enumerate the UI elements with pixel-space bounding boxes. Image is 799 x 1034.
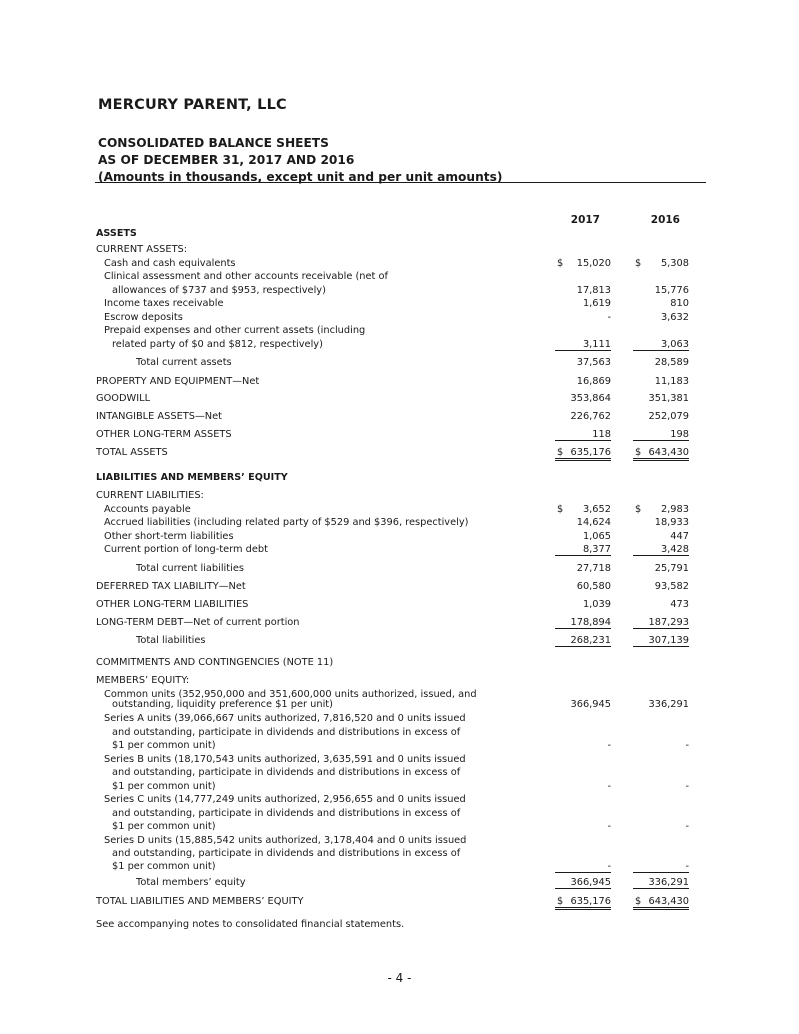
value-2017: 1,065 (582, 531, 611, 542)
currency-symbol: $ (635, 896, 642, 907)
value-2016: 473 (670, 599, 689, 610)
row-label: $1 per common unit) (112, 781, 216, 792)
value-2016: 351,381 (648, 393, 689, 404)
value-2016: 28,589 (654, 357, 689, 368)
value-2017: 1,619 (582, 298, 611, 309)
row-label: Total current assets (136, 357, 232, 368)
row-label: and outstanding, participate in dividends and distributions in excess of (112, 848, 461, 859)
row-label: COMMITMENTS AND CONTINGENCIES (NOTE 11) (96, 657, 334, 668)
row-label: Prepaid expenses and other current assets (including (104, 325, 366, 336)
value-2016: 643,430 (633, 896, 689, 910)
value-2017: - (607, 312, 611, 323)
value-2017: 353,864 (570, 393, 611, 404)
row-label: Total current liabilities (136, 563, 244, 574)
value-2016: 93,582 (654, 581, 689, 592)
value-2016: 198 (633, 429, 689, 441)
value-2017: 17,813 (576, 285, 611, 296)
row-label: Series C units (14,777,249 units authorized, 2,956,655 and 0 units issued (104, 794, 466, 805)
section-heading: LIABILITIES AND MEMBERS’ EQUITY (96, 472, 288, 483)
value-2016: - (685, 781, 689, 792)
currency-symbol: $ (635, 447, 642, 458)
value-2017: 3,111 (555, 339, 611, 351)
row-label: GOODWILL (96, 393, 151, 404)
value-2016: 252,079 (648, 411, 689, 422)
row-label: Clinical assessment and other accounts receivable (net of (104, 271, 388, 282)
row-label: MEMBERS’ EQUITY: (96, 675, 190, 686)
value-2017: 3,652 (582, 504, 611, 515)
row-label: related party of $0 and $812, respectively) (112, 339, 323, 350)
row-label: Current portion of long-term debt (104, 544, 268, 555)
value-2016: 187,293 (633, 617, 689, 629)
value-2017: - (607, 740, 611, 751)
value-2016: 810 (670, 298, 689, 309)
footnote: See accompanying notes to consolidated financial statements. (96, 919, 405, 930)
value-2017: - (555, 861, 611, 873)
row-label: outstanding, liquidity preference $1 per unit) (112, 699, 333, 710)
value-2016: 5,308 (660, 258, 689, 269)
row-label: $1 per common unit) (112, 740, 216, 751)
value-2016: - (685, 821, 689, 832)
currency-symbol: $ (635, 258, 642, 269)
currency-symbol: $ (557, 504, 564, 515)
value-2017: 268,231 (555, 635, 611, 647)
row-label: Series B units (18,170,543 units authorized, 3,635,591 and 0 units issued (104, 754, 466, 765)
column-header-2016: 2016 (650, 214, 680, 226)
value-2017: 8,377 (555, 544, 611, 556)
statement-title: CONSOLIDATED BALANCE SHEETS (98, 136, 329, 150)
value-2017: 37,563 (576, 357, 611, 368)
value-2017: 1,039 (582, 599, 611, 610)
row-label: Other short-term liabilities (104, 531, 234, 542)
row-label: and outstanding, participate in dividends and distributions in excess of (112, 727, 461, 738)
value-2017: 226,762 (570, 411, 611, 422)
row-label: Accrued liabilities (including related party of $529 and $396, respectively) (104, 517, 469, 528)
value-2016: 25,791 (654, 563, 689, 574)
value-2016: 15,776 (654, 285, 689, 296)
row-label: Series A units (39,066,667 units authorized, 7,816,520 and 0 units issued (104, 713, 466, 724)
row-label: Cash and cash equivalents (104, 258, 236, 269)
row-label: $1 per common unit) (112, 821, 216, 832)
currency-symbol: $ (557, 258, 564, 269)
row-label: TOTAL LIABILITIES AND MEMBERS’ EQUITY (96, 896, 304, 907)
value-2016: 18,933 (654, 517, 689, 528)
row-label: CURRENT ASSETS: (96, 244, 188, 255)
value-2017: 178,894 (555, 617, 611, 629)
value-2017: 14,624 (576, 517, 611, 528)
value-2016: - (685, 740, 689, 751)
value-2017: 118 (555, 429, 611, 441)
value-2016: - (633, 861, 689, 873)
row-label: allowances of $737 and $953, respectively) (112, 285, 326, 296)
value-2017: 635,176 (555, 447, 611, 461)
row-label: LONG-TERM DEBT—Net of current portion (96, 617, 300, 628)
row-label: OTHER LONG-TERM ASSETS (96, 429, 232, 440)
row-label: OTHER LONG-TERM LIABILITIES (96, 599, 249, 610)
header-rule (95, 182, 706, 183)
row-label: Accounts payable (104, 504, 191, 515)
row-label: CURRENT LIABILITIES: (96, 490, 204, 501)
currency-symbol: $ (635, 504, 642, 515)
row-label: Series D units (15,885,542 units authorized, 3,178,404 and 0 units issued (104, 835, 467, 846)
value-2016: 11,183 (654, 376, 689, 387)
section-heading: ASSETS (96, 228, 137, 239)
page-number: - 4 - (387, 971, 412, 985)
row-label: INTANGIBLE ASSETS—Net (96, 411, 222, 422)
value-2017: 16,869 (576, 376, 611, 387)
value-2016: 643,430 (633, 447, 689, 461)
value-2017: 60,580 (576, 581, 611, 592)
value-2016: 307,139 (633, 635, 689, 647)
value-2017: 366,945 (555, 877, 611, 889)
row-label: and outstanding, participate in dividends and distributions in excess of (112, 808, 461, 819)
value-2017: 27,718 (576, 563, 611, 574)
company-name: MERCURY PARENT, LLC (98, 97, 287, 113)
row-label: PROPERTY AND EQUIPMENT—Net (96, 376, 260, 387)
currency-symbol: $ (557, 447, 564, 458)
value-2017: 366,945 (570, 699, 611, 710)
value-2016: 3,063 (633, 339, 689, 351)
column-header-2017: 2017 (570, 214, 600, 226)
value-2016: 336,291 (633, 877, 689, 889)
statement-date: AS OF DECEMBER 31, 2017 AND 2016 (98, 153, 355, 167)
currency-symbol: $ (557, 896, 564, 907)
row-label: DEFERRED TAX LIABILITY—Net (96, 581, 246, 592)
value-2016: 3,632 (660, 312, 689, 323)
row-label: Total liabilities (136, 635, 206, 646)
row-label: and outstanding, participate in dividends and distributions in excess of (112, 767, 461, 778)
value-2017: 635,176 (555, 896, 611, 910)
statement-units: (Amounts in thousands, except unit and per unit amounts) (98, 170, 503, 184)
row-label: Common units (352,950,000 and 351,600,000 units authorized, issued, and (104, 689, 477, 700)
value-2016: 2,983 (660, 504, 689, 515)
value-2017: 15,020 (576, 258, 611, 269)
value-2016: 336,291 (648, 699, 689, 710)
row-label: Escrow deposits (104, 312, 183, 323)
row-label: Total members’ equity (136, 877, 246, 888)
row-label: $1 per common unit) (112, 861, 216, 872)
value-2017: - (607, 821, 611, 832)
row-label: TOTAL ASSETS (96, 447, 168, 458)
value-2016: 3,428 (633, 544, 689, 556)
value-2017: - (607, 781, 611, 792)
row-label: Income taxes receivable (104, 298, 224, 309)
value-2016: 447 (670, 531, 689, 542)
